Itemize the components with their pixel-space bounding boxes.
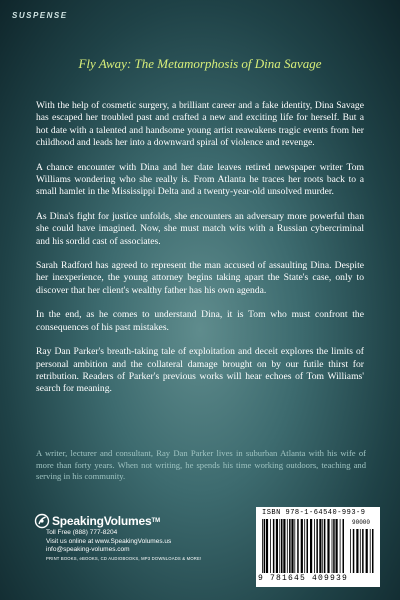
author-bio: A writer, lecturer and consultant, Ray Dan Parker lives in suburban Atlanta with his wife of more than forty years. When not writing, he spends his time working outdoors, teaching and serving in his community. [36, 448, 366, 481]
addon-barcode-bars [350, 529, 376, 575]
publisher-website: Visit us online at www.SpeakingVolumes.us [46, 537, 172, 545]
publisher-phone: Toll Free (888) 777-8204 [46, 529, 118, 536]
isbn-barcode [256, 507, 380, 587]
book-title: Fly Away: The Metamorphosis of Dina Savage [78, 56, 322, 71]
blurb-paragraph: Sarah Radford has agreed to represent the man accused of assaulting Dina. Despite her inexperience, the young attorney begins taking apart the State's case, only to discover that her client's wealthy father has his own agenda. [36, 260, 364, 296]
blurb-paragraph: In the end, as he comes to understand Dina, it is Tom who must confront the consequences of his past mistakes. [36, 309, 364, 333]
blurb-paragraph: With the help of cosmetic surgery, a brilliant career and a fake identity, Dina Savage has escaped her troubled past and crafted a new and exciting life for herself. But a hot date with a talented and handsome young artist reawakens tragic events from her childhood and leads her into a downward spiral of violence and revenge. [36, 100, 364, 149]
back-cover-blurb [36, 100, 364, 408]
publisher-formats: PRINT BOOKS, eBOOKS, CD AUDIOBOOKS, MP3 DOWNLOADS & MORE! [46, 555, 202, 561]
blurb-paragraph: A chance encounter with Dina and her date leaves retired newspaper writer Tom Williams wondering who she really is. From Atlanta he traces her roots back to a small hamlet in the Mississippi Delta and a twenty-year-old unsolved murder. [36, 161, 364, 198]
publisher-block [34, 513, 201, 562]
publisher-email: info@speaking-volumes.com [46, 546, 130, 554]
isbn-label: ISBN 978-1-64540-993-9 [262, 509, 366, 517]
blurb-paragraph: As Dina's fight for justice unfolds, she encounters an adversary more powerful than she could have imagined. Now, she must match wits with a Russian cybercriminal and his sordid cast of associates. [36, 210, 364, 247]
addon-code: 90000 [352, 519, 371, 526]
trademark-mark: TM [151, 518, 161, 524]
genre-label: SUSPENSE [12, 11, 68, 20]
ean-barcode-bars [262, 519, 346, 575]
publisher-name: SpeakingVolumes [52, 514, 152, 528]
ean-number: 9 781645 409939 [258, 574, 349, 583]
speaking-volumes-logo-icon [34, 513, 50, 529]
blurb-paragraph: Ray Dan Parker's breath-taking tale of exploitation and deceit explores the limits of personal ambition and the collateral damage brought on by our futile thirst for retribution. Readers of Parker's previous works will hear echoes of Tom Williams' search for meaning. [36, 346, 364, 395]
